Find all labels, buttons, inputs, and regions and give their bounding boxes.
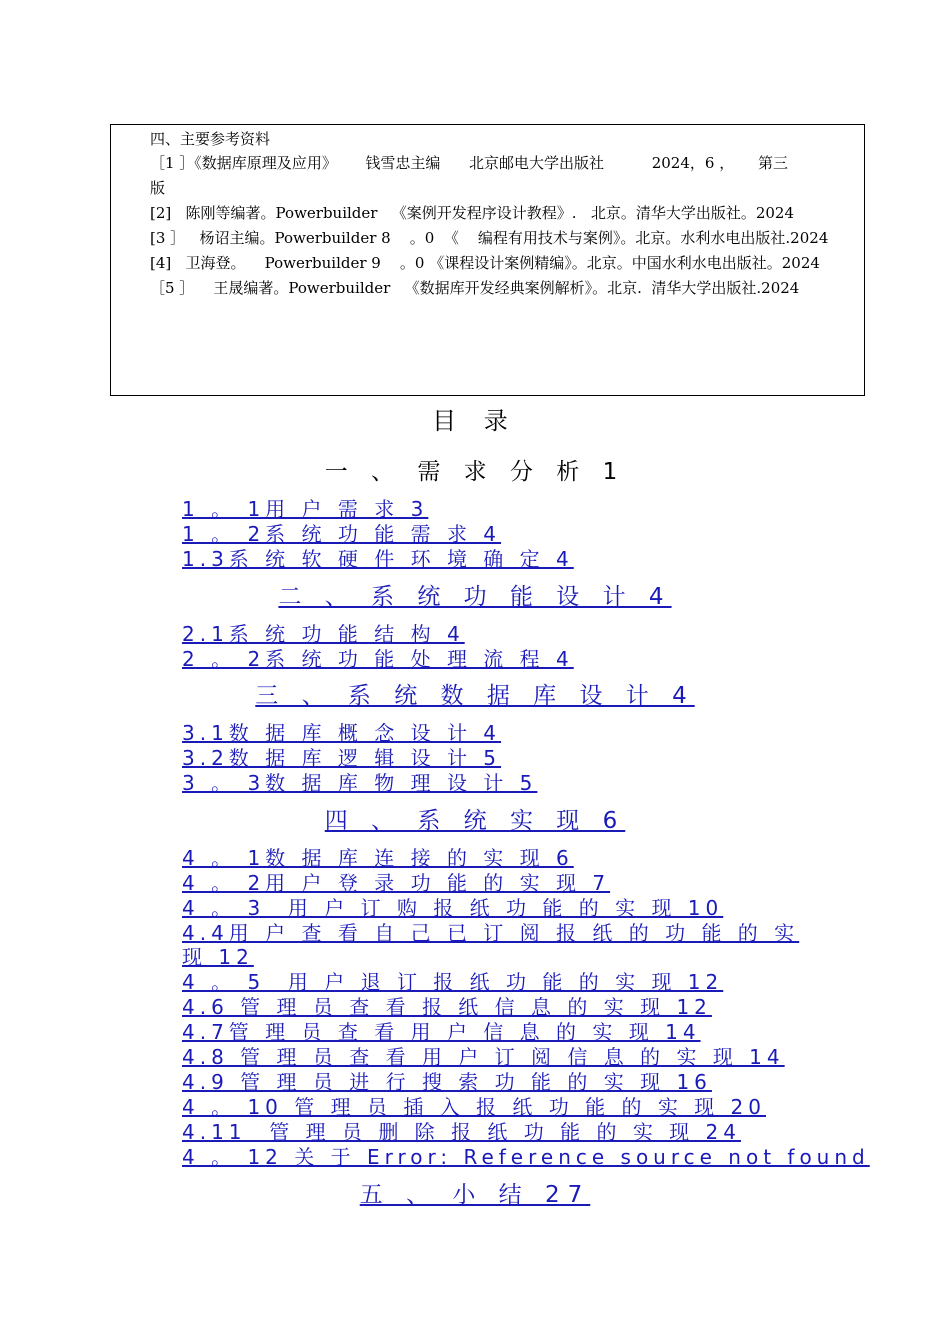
references-heading: 四、主要参考资料 [150, 130, 271, 148]
toc-entry-link[interactable]: 3.2数 据 库 逻 辑 设 计 5 [182, 746, 502, 770]
toc-chapter-4-link[interactable]: 四 、 系 统 实 现 6 [324, 808, 626, 834]
toc-entry-link[interactable]: 4 。 12 关 于 Error: Reference source not found [182, 1145, 870, 1169]
toc-title: 目 录 [432, 407, 518, 435]
toc-entry-link[interactable]: 4 。 10 管 理 员 插 入 报 纸 功 能 的 实 现 20 [182, 1095, 766, 1119]
toc-entry-link[interactable]: 4.4用 户 查 看 自 己 已 订 阅 报 纸 的 功 能 的 实 现 12 [182, 921, 800, 969]
reference-item: [3 ］ 杨诏主编。Powerbuilder 8 。0 《 编程有用技术与案例》。北京。水利水电出版社.2024 [150, 229, 829, 247]
toc-chapter-5-link[interactable]: 五 、 小 结 27 [359, 1182, 591, 1208]
toc-chapter-2-link[interactable]: 二 、 系 统 功 能 设 计 4 [278, 584, 672, 610]
toc-entry-link[interactable]: 3 。 3数 据 库 物 理 设 计 5 [182, 771, 538, 795]
reference-item-continued: 版 [150, 179, 166, 197]
toc-entry-link[interactable]: 4.11 管 理 员 删 除 报 纸 功 能 的 实 现 24 [182, 1120, 741, 1144]
toc-entry-link[interactable]: 4 。 5 用 户 退 订 报 纸 功 能 的 实 现 12 [182, 970, 724, 994]
toc-entry-link[interactable]: 4.6 管 理 员 查 看 报 纸 信 息 的 实 现 12 [182, 995, 712, 1019]
toc-entry-link[interactable]: 4 。 2用 户 登 录 功 能 的 实 现 7 [182, 871, 611, 895]
toc-chapter-1: 一 、 需 求 分 析 1 [324, 459, 626, 485]
references-box [110, 124, 865, 396]
toc-entry-link[interactable]: 4 。 3 用 户 订 购 报 纸 功 能 的 实 现 10 [182, 896, 724, 920]
reference-item: [4] 卫海登。 Powerbuilder 9 。0 《课程设计案例精编》。北京。中国水利水电出版社。2024 [150, 254, 820, 272]
toc-entry-link[interactable]: 4.8 管 理 员 查 看 用 户 订 阅 信 息 的 实 现 14 [182, 1045, 785, 1069]
toc-entry-link[interactable]: 1 。 1用 户 需 求 3 [182, 497, 429, 521]
toc-entry-link[interactable]: 4.9 管 理 员 进 行 搜 索 功 能 的 实 现 16 [182, 1070, 712, 1094]
reference-item: ［1 ］《数据库原理及应用》 钱雪忠主编 北京邮电大学出版社 2024，6 ， 第三 [150, 154, 789, 172]
toc-entry-link[interactable]: 2.1系 统 功 能 结 构 4 [182, 622, 465, 646]
toc-entry-link[interactable]: 1 。 2系 统 功 能 需 求 4 [182, 522, 502, 546]
toc-entry-link[interactable]: 4.7管 理 员 查 看 用 户 信 息 的 实 现 14 [182, 1020, 701, 1044]
toc-chapter-3-link[interactable]: 三 、 系 统 数 据 库 设 计 4 [255, 683, 695, 709]
toc-entry-link[interactable]: 2 。 2系 统 功 能 处 理 流 程 4 [182, 647, 574, 671]
reference-item: ［5 ］ 王晟编著。Powerbuilder 《数据库开发经典案例解析》。北京. 清华大学出版社.2024 [150, 279, 800, 297]
toc-entry-link[interactable]: 1.3系 统 软 硬 件 环 境 确 定 4 [182, 547, 574, 571]
toc-entry-link[interactable]: 4 。 1数 据 库 连 接 的 实 现 6 [182, 846, 574, 870]
reference-item: [2] 陈刚等编著。Powerbuilder 《案例开发程序设计教程》. 北京。清华大学出版社。2024 [150, 204, 795, 222]
toc-entry-link[interactable]: 3.1数 据 库 概 念 设 计 4 [182, 721, 502, 745]
